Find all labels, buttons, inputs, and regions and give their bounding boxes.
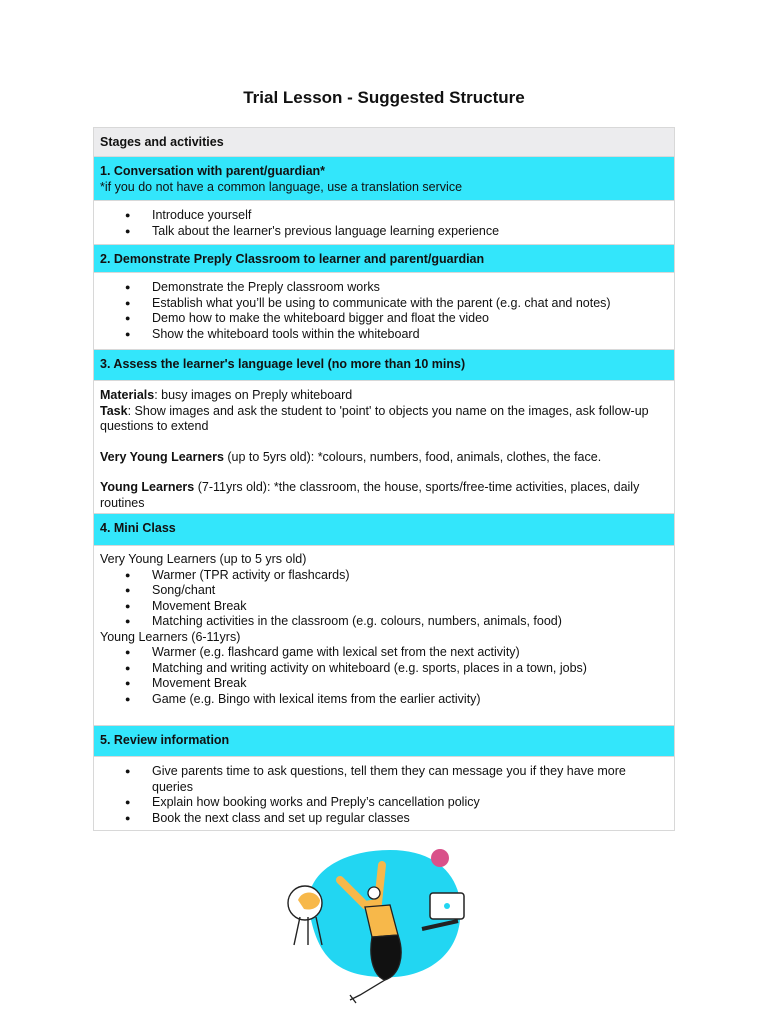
yl-line — [100, 480, 668, 511]
list-item: ● Introduce yourself — [125, 208, 668, 224]
task-text: : Show images and ask the student to 'point' to objects you name on the images, ask follow-up questions to extend — [100, 403, 649, 433]
group-1-label: Very Young Learners (up to 5 yrs old) — [100, 552, 307, 566]
section-1-note: *if you do not have a common language, use a translation service — [100, 179, 463, 194]
section-5-body — [94, 757, 674, 831]
yl-text: (7-11yrs old): *the classroom, the house, sports/free-time activities, places, daily routines — [100, 480, 640, 510]
task-label: Task — [100, 403, 128, 418]
floating-learner-illustration — [280, 845, 480, 1005]
section-3-body — [94, 381, 674, 514]
list-item: ● Book the next class and set up regular classes — [125, 811, 668, 827]
materials-line — [100, 388, 668, 404]
section-1-heading — [94, 157, 674, 201]
vyl-text: (up to 5yrs old): *colours, numbers, food, animals, clothes, the face. — [223, 449, 602, 464]
list-item: ● Movement Break — [125, 599, 668, 615]
section-4-heading: 4. Mini Class — [94, 514, 674, 546]
pink-dot-icon — [431, 849, 449, 867]
list-item: ● Warmer (e.g. flashcard game with lexical set from the next activity) — [125, 645, 668, 661]
section-1-title: 1. Conversation with parent/guardian* — [100, 164, 326, 178]
vyl-line — [100, 450, 668, 466]
section-3-heading: 3. Assess the learner's language level (no more than 10 mins) — [94, 350, 674, 381]
section-1-body — [94, 201, 674, 245]
list-item: ● Explain how booking works and Preply’s cancellation policy — [125, 795, 668, 811]
list-item: ● Establish what you’ll be using to communicate with the parent (e.g. chat and notes) — [125, 296, 668, 312]
list-item: ● Game (e.g. Bingo with lexical items from the earlier activity) — [125, 692, 668, 708]
list-item: ● Warmer (TPR activity or flashcards) — [125, 568, 668, 584]
structure-table — [93, 127, 675, 831]
section-5-heading: 5. Review information — [94, 726, 674, 757]
materials-text: : busy images on Preply whiteboard — [154, 388, 353, 402]
page-title: Trial Lesson - Suggested Structure — [243, 88, 525, 107]
section-2-body — [94, 273, 674, 350]
list-item: ● Song/chant — [125, 583, 668, 599]
section-2-heading: 2. Demonstrate Preply Classroom to learner and parent/guardian — [94, 245, 674, 273]
list-item: ● Demonstrate the Preply classroom works — [125, 280, 668, 296]
list-item: ● Movement Break — [125, 676, 668, 692]
materials-label: Materials — [100, 388, 155, 402]
list-item: ● Demo how to make the whiteboard bigger and float the video — [125, 311, 668, 327]
group-2-label: Young Learners (6-11yrs) — [100, 629, 241, 644]
list-item: ● Matching activities in the classroom (e.g. colours, numbers, animals, food) — [125, 614, 668, 630]
list-item: ● Show the whiteboard tools within the whiteboard — [125, 327, 668, 343]
list-item: ● Give parents time to ask questions, tell them they can message you if they have more queries — [125, 764, 668, 795]
section-4-body — [94, 546, 674, 726]
list-item: ● Talk about the learner's previous language learning experience — [125, 224, 668, 240]
task-line — [100, 404, 668, 435]
yl-label: Young Learners — [100, 480, 195, 494]
list-item: ● Matching and writing activity on whiteboard (e.g. sports, places in a town, jobs) — [125, 661, 668, 677]
table-header: Stages and activities — [94, 128, 674, 157]
vyl-label: Very Young Learners — [100, 449, 224, 464]
